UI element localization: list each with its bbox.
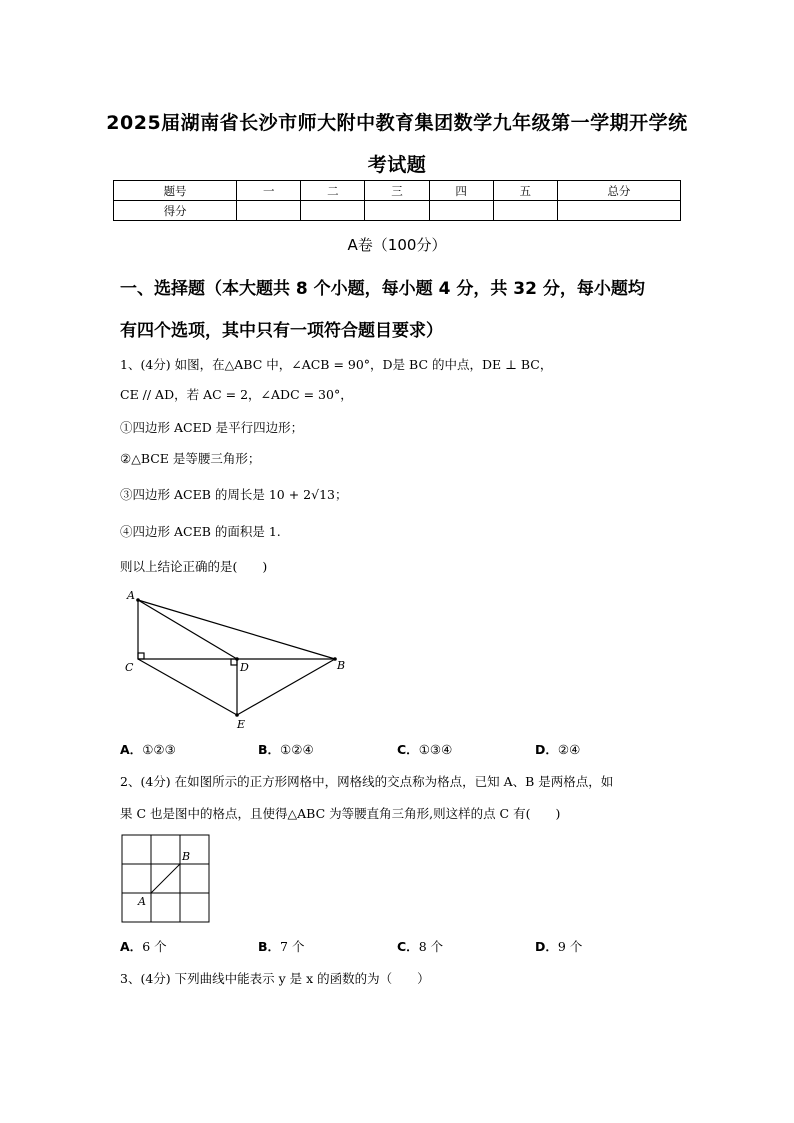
segment-ab xyxy=(138,600,335,659)
option-text: ①②④ xyxy=(280,742,314,757)
label-a: A xyxy=(138,895,146,908)
segment-ab xyxy=(151,864,180,893)
score-cell: 二 xyxy=(301,181,365,201)
label-b: B xyxy=(182,850,191,863)
option-text: ①③④ xyxy=(418,742,453,757)
score-cell: 五 xyxy=(493,181,557,201)
option-key: C． xyxy=(397,742,419,757)
q1-statement-1: ①四边形 ACED 是平行四边形； xyxy=(120,420,304,435)
score-input-cell xyxy=(429,201,493,221)
right-angle-mark-c xyxy=(138,653,144,659)
label-a: A xyxy=(127,589,135,602)
option-text: 6 个 xyxy=(142,939,167,954)
label-e: E xyxy=(237,718,246,731)
q2-option-d[interactable] xyxy=(535,937,582,955)
score-cell: 总分 xyxy=(557,181,680,201)
exam-title-line2: 考试题 xyxy=(367,154,427,176)
q2-option-c[interactable] xyxy=(397,937,443,955)
option-key: B． xyxy=(258,939,281,954)
q1-figure xyxy=(115,585,365,735)
option-text: 9 个 xyxy=(557,939,583,954)
score-cell: 三 xyxy=(365,181,429,201)
label-d: D xyxy=(240,661,249,674)
q1-statement-3: ③四边形 ACEB 的周长是 10 + 2√13； xyxy=(120,487,348,502)
q2-option-b[interactable] xyxy=(258,937,304,955)
score-cell: 得分 xyxy=(114,201,237,221)
option-key: D． xyxy=(535,939,558,954)
option-key: A． xyxy=(120,939,143,954)
q1-stem-line1: 1、(4分) 如图，在△ABC 中，∠ACB = 90°，D是 BC 的中点，DE ⊥ BC， xyxy=(120,357,553,372)
score-input-cell xyxy=(301,201,365,221)
option-text: 7 个 xyxy=(280,939,305,954)
option-key: B． xyxy=(258,742,281,757)
q3-stem-line1: 3、(4分) 下列曲线中能表示 y 是 x 的函数的为（ ） xyxy=(120,971,430,986)
q1-option-b[interactable] xyxy=(258,740,314,758)
option-key: A． xyxy=(120,742,143,757)
score-cell: 题号 xyxy=(114,181,237,201)
score-cell: 四 xyxy=(429,181,493,201)
score-input-cell xyxy=(237,201,301,221)
option-text: ②④ xyxy=(557,742,581,757)
score-cell: 一 xyxy=(237,181,301,201)
score-input-cell xyxy=(557,201,680,221)
segment-eb xyxy=(237,659,335,715)
option-key: C． xyxy=(397,939,419,954)
exam-title-line1: 2025届湖南省长沙市师大附中教育集团数学九年级第一学期开学统 xyxy=(106,112,688,134)
score-table-score-row xyxy=(114,201,681,221)
section-heading-line1: 一、选择题（本大题共 8 个小题，每小题 4 分，共 32 分，每小题均 xyxy=(120,279,645,299)
q1-option-a[interactable] xyxy=(120,740,176,758)
q2-grid-figure xyxy=(120,833,212,925)
score-table xyxy=(113,180,681,221)
q2-stem-line2: 果 C 也是图中的格点，且使得△ABC 为等腰直角三角形,则这样的点 C 有( ) xyxy=(120,806,561,821)
q2-stem-line1: 2、(4分) 在如图所示的正方形网格中，网格线的交点称为格点，已知 A、B 是两格点，如 xyxy=(120,774,614,789)
option-text: 8 个 xyxy=(418,939,444,954)
score-input-cell xyxy=(365,201,429,221)
label-c: C xyxy=(125,661,134,674)
option-key: D． xyxy=(535,742,558,757)
q1-statement-4: ④四边形 ACEB 的面积是 1. xyxy=(120,524,281,539)
score-input-cell xyxy=(493,201,557,221)
paper-label: A卷（100分） xyxy=(347,236,447,254)
q2-option-a[interactable] xyxy=(120,937,167,955)
q1-option-d[interactable] xyxy=(535,740,580,758)
q1-option-c[interactable] xyxy=(397,740,452,758)
label-b: B xyxy=(337,659,346,672)
section-heading-line2: 有四个选项，其中只有一项符合题目要求） xyxy=(120,321,443,341)
option-text: ①②③ xyxy=(142,742,176,757)
q1-statement-2: ②△BCE 是等腰三角形； xyxy=(120,451,261,466)
segment-ce xyxy=(138,659,237,715)
segment-ad xyxy=(138,600,237,659)
q1-question: 则以上结论正确的是( ) xyxy=(120,559,268,574)
q1-stem-line2: CE // AD，若 AC = 2，∠ADC = 30°， xyxy=(120,387,353,402)
score-table-header-row xyxy=(114,181,681,201)
